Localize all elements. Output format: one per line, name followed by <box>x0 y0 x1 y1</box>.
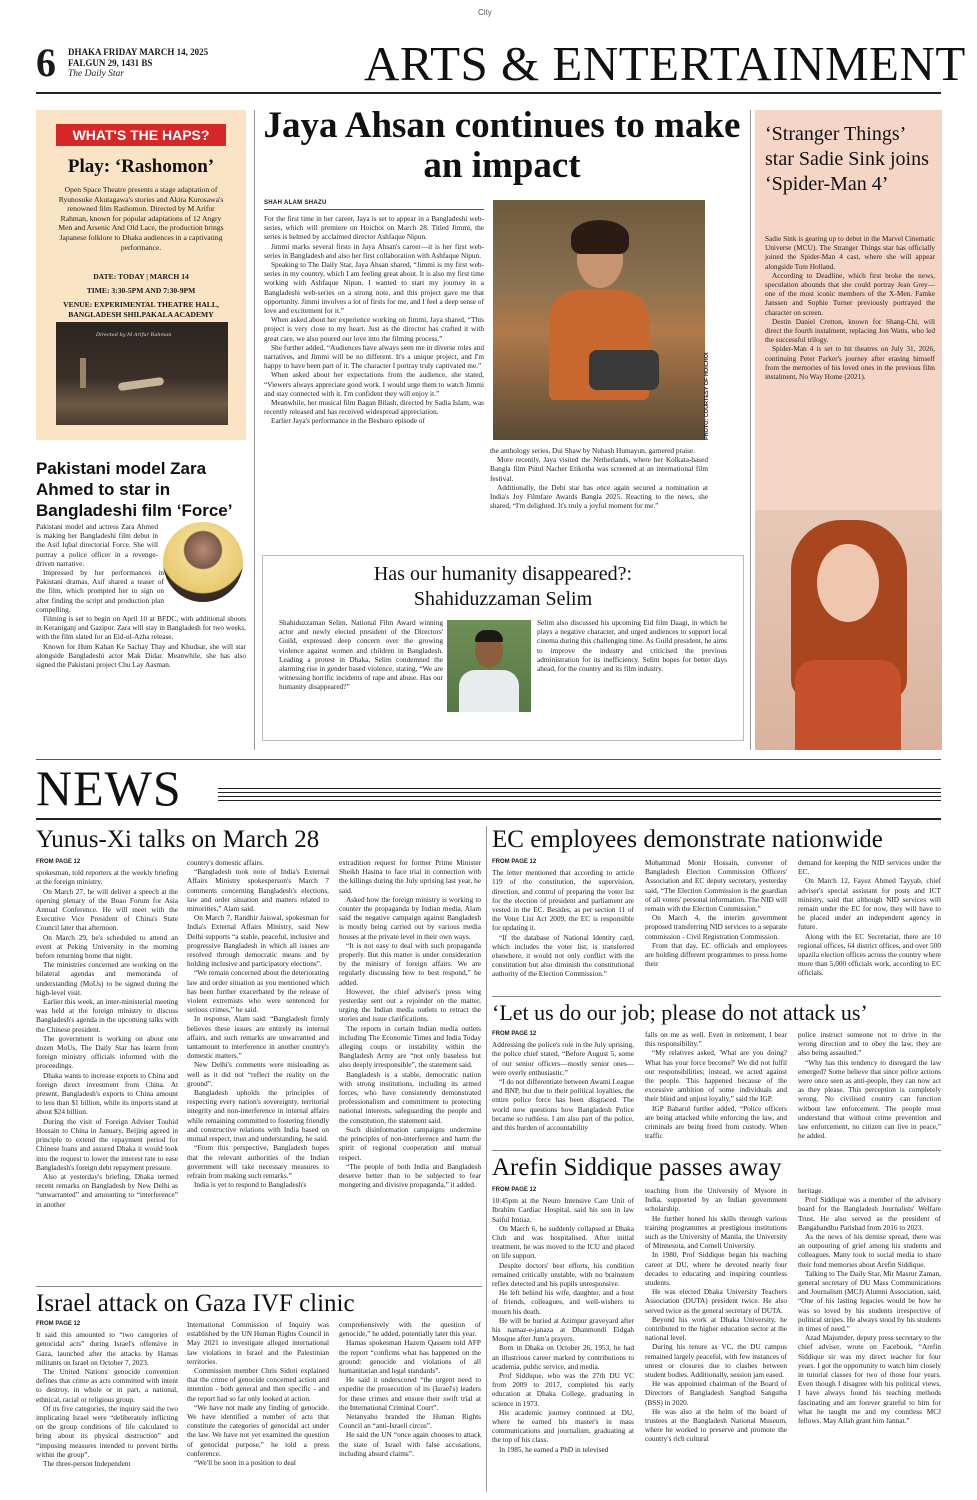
haps-time: TIME: 3:30-5PM AND 7:30-9PM <box>86 286 196 295</box>
yunus-c1 <box>36 868 178 1209</box>
paragraph: falls on me as well. Even in retirement, I bear this responsibility.” <box>645 1030 787 1049</box>
sadie-p3: Destin Daniel Cretton, known for Shang-Chi, will direct the fourth instalment, replacing Jon Watts, who led the successful trilogy. <box>765 316 935 345</box>
news-rule-2 <box>218 792 941 793</box>
paragraph: He was elected Dhaka University Teachers Association (DUTA) president twice. He also served twice as the general secretary of DUTA. <box>645 1287 787 1315</box>
yunus-headline: Yunus-Xi talks on March 28 <box>36 826 320 853</box>
paragraph: The three-person Independent <box>43 1459 131 1469</box>
poster-figure2 <box>80 358 86 388</box>
paragraph: The government is working on about one dozen MoUs, The Daily Star has learnt from foreign ministry officials informed with the proceedings. <box>36 1033 178 1071</box>
sadie-box <box>755 110 942 750</box>
ec-headline: EC employees demonstrate nationwide <box>492 826 883 853</box>
zara-p3: Filming is set to begin on April 10 at BFDC, with additional shoots in Keraniganj and Gazipur. Zara will stay in Bangladesh for two weeks, with the film slated for an Eid-ul-Azha release. <box>36 614 246 642</box>
gaza-col2 <box>187 1320 329 1467</box>
arefin-c3 <box>798 1186 941 1425</box>
arefin-c1 <box>492 1196 634 1454</box>
paragraph: “Why has this tendency to disregard the law emerged? Some believe that since police actions were once seen as anti-people, they can now act as they please. This perception is completely wrong. No civilised country can function without law enforcement. The people must understand that without crime prevention and law enforcement, no citizen can live in peace,” he added. <box>798 1057 941 1141</box>
arefin-col3 <box>798 1186 941 1425</box>
paragraph: Asked how the foreign ministry is working to counter the propaganda by Indian media, Alam said the negative campaign against Bangladesh is mostly being carried out by various media houses at the private level in their own ways. <box>339 894 481 941</box>
gaza-c3 <box>339 1320 481 1458</box>
paragraph: Bangladesh upholds the principles of respecting every nation's sovereignty, territorial integrity and non-interference in internal affairs while remaining committed to fostering friendly and constructive relations with India based on mutual respect, trust and understanding, he said. <box>187 1088 329 1144</box>
paragraph: teaching from the University of Mysore in India, supported by an Indian government scholarship. <box>645 1186 787 1214</box>
jaya-p4: When asked about her experience working on Jimmi, Jaya shared, “This project is very close to my heart. Just as the director has crafted it with great care, we also poured our love into the filming process.” <box>264 315 484 343</box>
paragraph: Addressing the police's role in the July uprising, the police chief stated, “Before August 5, some of our senior officers—mostly senior ones—were overly enthusiastic.” <box>492 1040 634 1077</box>
rule-right <box>750 110 751 750</box>
paragraph: “Bangladesh took note of India's External Affairs Ministry spokesperson's March 7 comments concerning Bangladesh's elections, law and order situation and matters related to minorities,” Alam said. <box>187 867 329 914</box>
haps-box <box>36 110 246 440</box>
paragraph: His academic journey continued at DU, where he earned his master's in mass communications and journalism, graduating at the top of his class. <box>492 1407 634 1445</box>
sadie-body <box>765 234 935 381</box>
date-line: DHAKA FRIDAY MARCH 14, 2025 <box>68 47 209 57</box>
ec-c2 <box>645 858 787 968</box>
jaya-col1 <box>264 214 484 426</box>
police-c3 <box>798 1030 941 1140</box>
jaya-byline: SHAH ALAM SHAZU <box>264 200 327 206</box>
paragraph: He left behind his wife, daughter, and a host of friends, colleagues, and well-wishers to mourn his death. <box>492 1288 634 1316</box>
arefin-col1 <box>492 1186 634 1454</box>
police-col3 <box>798 1030 941 1140</box>
falgun-line: FALGUN 29, 1431 BS <box>68 58 153 68</box>
police-col2 <box>645 1030 787 1140</box>
arefin-c2 <box>645 1186 787 1444</box>
selim-left: Shahiduzzaman Selim, National Film Award winning actor and newly elected president of the Directors' Guild, expressed deep concern over the growing violence against women and children in Bangladesh. Leading a protest in Dhaka, Selim condemned the alarming rise in gender based violence, stating, “We are witnessing horrific incidents of rape and abuse. Has our humanity disappeared?” <box>279 618 443 692</box>
paragraph: As the news of his demise spread, there was an outpouring of grief among his students and colleagues. Many took to social media to share their fond memories about Arefin Siddique. <box>798 1232 941 1269</box>
paragraph: Earlier this week, an inter-ministerial meeting was held at the foreign ministry to discuss Bangladesh's agenda in the upcoming talks with the Chinese president. <box>36 997 178 1034</box>
ec-col2 <box>645 858 787 968</box>
jaya-p5: She further added, “Audiences have always seen me in diverse roles and narratives, and Jimmi will be no different. It's a unique project, and I'm happy to have been part of it. The character I portray truly captivated me.” <box>264 342 484 371</box>
jaya-credit: PHOTO: COURTESY OF HOICHOI <box>704 352 710 440</box>
paragraph: Hamas spokesman Hazem Qassem told AFP the report “confirms what has happened on the ground: genocide and violations of all humanitarian and legal standards”. <box>339 1338 481 1376</box>
paragraph: On March 7, Randhir Jaiswal, spokesman for India's External Affairs Ministry, said New Delhi supports “a stable, peaceful, inclusive and progressive Bangladesh in which all issues are resolved through democratic means and by holding inclusive and participatory elections”. <box>187 913 329 969</box>
paragraph: From that day, EC officials and employees are holding different programmes to press home their <box>645 940 787 969</box>
paragraph: Of its five categories, the inquiry said the two implicating Israel were “deliberately inflicting on the group conditions of life calculated to bring about its physical destruction” and “imposing measures intended to prevent births within the group”. <box>36 1403 178 1459</box>
haps-body: Open Space Theatre presents a stage adaptation of Ryunosuke Akutagawa's stories and Akira Kurosawa's renowned film Rashomon. Directed by M Arifur Rahman, known for popular adaptations of 12 Angry Men and Arsenic And Old Lace, the production brings Japanese folklore to Dhaka audiences in a captivating performance. <box>58 185 224 252</box>
section-title: ARTS & ENTERTAINMENT <box>364 36 966 91</box>
news-col-rule <box>486 826 487 1492</box>
selim-headline-1: Has our humanity disappeared?: <box>373 563 633 585</box>
paragraph: On March 6, he suddenly collapsed at Dhaka Club and was hospitalised. After initial treatment, he was moved to the ICU and placed on life support. <box>492 1223 634 1261</box>
jaya-p1: For the first time in her career, Jaya is set to appear in a Bangladeshi web-series, which will premiere on Hoichoi on March 28. Titled Jimmi, the series is helmed by acclaimed director Ashfaque Nipun. <box>264 214 484 242</box>
paragraph: During the visit of Foreign Adviser Touhid Hossain to China in January, Beijing agreed in principle to extend the repayment period for Chinese loans and assured Dhaka it would look into the request to lower the interest rate to ease Bangladesh's foreign debt repayment pressure. <box>36 1116 178 1172</box>
byline-rule <box>264 209 484 210</box>
police-headline: ‘Let us do our job; please do not attack us’ <box>492 1000 868 1025</box>
paragraph: “We'll be soon in a position to deal <box>194 1458 296 1468</box>
paragraph: On March 29, he's scheduled to attend an event at Peking University in the morning before returning home that night. <box>36 932 178 961</box>
sadie-headline: ‘Stranger Things’ star Sadie Sink joins ‘Spider-Man 4’ <box>765 123 929 195</box>
gaza-rule <box>36 1286 482 1287</box>
jaya-p7: Meanwhile, her musical film Bagan Bilash, directed by Sadia Islam, was recently released and has received widespread appreciation. <box>264 398 484 417</box>
news-rule-4 <box>218 800 941 801</box>
paragraph: He said it underscored “the urgent need to expedite the prosecution of its (Israel's) leaders for these crimes and ensure their swift trial at the International Criminal Court”. <box>339 1375 481 1412</box>
paragraph: In 1985, he earned a PhD in televised <box>499 1444 609 1454</box>
paragraph: Dhaka wants to increase exports to China and foreign direct investment from China. At present, Bangladesh's exports to China amount to less than $1 billion, while its imports stand at about $24 billion. <box>36 1070 178 1117</box>
poster-caption: Directed by M Arifur Rahman <box>96 332 172 338</box>
header-rule <box>36 92 941 94</box>
sadie-photo <box>755 510 942 750</box>
ec-c3 <box>798 858 941 978</box>
paragraph: Commission member Chris Sidoti explained that the crime of genocide concerned action and intention - both general and then specific - and the report had so far only looked at action. <box>187 1366 329 1403</box>
sadie-p2: According to Deadline, which first broke the news, speculation abounds that she could portray Jean Grey—one of the most iconic members of the X-Men. Famke Janssen and Sophie Turner previously portrayed the character on screen. <box>765 270 935 317</box>
zara-headline: Pakistani model Zara Ahmed to star in Bangladeshi film ‘Force’ <box>36 459 233 520</box>
paragraph: International Commission of Inquiry was established by the UN Human Rights Council in May 2021 to investigate alleged international law violations in Israel and the Palestinian territories. <box>187 1320 329 1366</box>
from-page-label: FROM PAGE 12 <box>492 1187 537 1193</box>
paragraph: “If the database of National Identity card, which includes the voter list, is transferred elsewhere, it would not only conflict with the constitution but also diminish the constitutional authority of the Election Commission.” <box>492 932 634 979</box>
yunus-c2 <box>187 858 329 1189</box>
jaya-p2: Jimmi marks several firsts in Jaya Ahsan's career—it is her first web-series in Bangladesh and also her first collaboration with Ashfaque Nipun. <box>264 241 484 260</box>
selim-box <box>262 555 744 741</box>
arefin-rule <box>492 1150 941 1151</box>
news-label: NEWS <box>36 760 182 816</box>
yunus-c3 <box>339 858 481 1189</box>
yunus-col2 <box>187 858 329 1189</box>
paragraph: Along with the EC Secretariat, there are 10 regional offices, 64 district offices, and over 500 upazila election offices across the country where more than 5,000 officials work, according to EC officials. <box>798 931 941 978</box>
paragraph: The letter mentioned that according to article 119 of the constitution, the supervision, direction, and control of preparing the voter list for the election of president and parliament are vested in the EC. Besides, as per section 11 of the Voter List Act 2009, the EC is responsible for updating it. <box>492 868 634 933</box>
paragraph: New Delhi's comments were misleading as well as it did not “reflect the reality on the ground”. <box>187 1060 329 1088</box>
paragraph: During his tenure as VC, the DU campus remained largely peaceful, with few instances of unrest or closures due to clashes between student bodies. Additionally, session jam eased. <box>645 1342 787 1380</box>
paragraph: It said this amounted to “two categories of genocidal acts” during Israel's offensive in Gaza, launched after the attacks by Hamas militants on Israel on October 7, 2023. <box>36 1330 178 1367</box>
paragraph: Beyond his work at Dhaka University, he contributed to the higher education sector at the national level. <box>645 1314 787 1343</box>
gaza-c2 <box>187 1320 329 1467</box>
paragraph: comprehensively with the question of genocide,” he added, potentially later this year. <box>339 1320 481 1339</box>
paragraph: “The people of both India and Bangladesh deserve better than to be subjected to fear mongering and divisive propaganda,” it added. <box>339 1161 481 1190</box>
jaya-headline: Jaya Ahsan continues to make an impact <box>263 105 741 186</box>
paragraph: In 1980, Prof Siddique began his teaching career at DU, where he devoted nearly four decades to educating and inspiring countless students. <box>645 1250 787 1288</box>
paragraph: On March 4, the interim government proposed transferring NID services to a separate commission - Civil Registration Commission. <box>645 913 787 941</box>
news-rule-1 <box>218 788 941 789</box>
paragraph: Also at yesterday's briefing, Dhaka termed recent remarks on Bangladesh by New Delhi as “unwarranted” and amounting to “interference” in another <box>36 1171 178 1209</box>
paragraph: The reports in certain Indian media outlets including The Economic Times and India Today alleging coups or instability within the Bangladesh Army are “not only baseless but also deeply irresponsible”, the statement said. <box>339 1023 481 1070</box>
arefin-col2 <box>645 1186 787 1444</box>
jaya-p11: Additionally, the Debi star has once again secured a nomination at India's Joy Filmfare Awards Bangla 2025. Reacting to the news, she shared, “I'm delighted. It's truly a joyful moment for me.” <box>490 482 708 511</box>
paper-name: The Daily Star <box>68 69 124 79</box>
paragraph: On March 27, he will deliver a speech at the opening plenary of the Boao Forum for Asia Annual Conference. He will meet with the Executive Vice President of China's State Council later that afternoon. <box>36 886 178 933</box>
city-label: City <box>478 8 492 17</box>
ec-c1 <box>492 868 634 978</box>
news-rule-3 <box>218 796 941 797</box>
paragraph: demand for keeping the NID services under the EC. <box>798 858 941 877</box>
sadie-p1: Sadie Sink is gearing up to debut in the Marvel Cinematic Universe (MCU). The Stranger Things star has officially joined the Spider-Man 4 cast, where she will appear alongside Tom Holland. <box>765 234 935 271</box>
zara-body <box>36 522 246 669</box>
paragraph: The ministries concerned are working on the bilateral agendas and memoranda of understanding (MoUs) to be signed during the high-level visit. <box>36 960 178 997</box>
police-rule <box>492 996 941 997</box>
paragraph: Despite doctors' best efforts, his condition remained critically unstable, with no brainstem reflex detected and his pupils unresponsive. <box>492 1260 634 1289</box>
selim-right: Selim also discussed his upcoming Eid film Daagi, in which he plays a negative character, and urged audiences to support local cinema during this challenging time. As Guild president, he aims to improve the industry and criticised the previous administration for its inefficiency. Selim hopes for better days ahead, for the country and its film industry. <box>537 618 727 674</box>
zara-p2: Impressed by her performances in Pakistani dramas, Asif shared a teaser of the film, which prompted her to sign on after finding the script and production plan compelling. <box>36 568 164 614</box>
paragraph: Prof Siddique was a member of the advisory board for the Bangladesh Journalists' Welfare Trust. He also served as the president of Bangabandhu Parishad from 2016 to 2023. <box>798 1195 941 1232</box>
jaya-p9: the anthology series, Dui Shaw by Nuhash Humayun, garnered praise. <box>490 446 696 455</box>
zara-p4: Known for Hum Kahan Ke Sachay Thay and Khudsar, she will star alongside Bangladeshi actor Mak Didar. Meanwhile, she has also signed the Pakistani project Chu Lay Aasman. <box>36 641 246 670</box>
selim-shirt <box>459 670 519 712</box>
paragraph: “We have not made any finding of genocide. We have identified a number of acts that constitute the categories of genocidal act under the law. We have not yet examined the question of genocidal purpose,” he told a press conference. <box>187 1402 329 1458</box>
jaya-photo <box>493 200 705 440</box>
zara-p1: Pakistani model and actress Zara Ahmed is making her Bangladeshi film debut in the Asif Iqbal directorial Force. She will portray a police officer in a revenge-driven narrative. <box>36 522 158 568</box>
from-page-label: FROM PAGE 12 <box>36 1321 81 1327</box>
rashomon-poster <box>56 322 228 425</box>
police-c1 <box>492 1040 634 1132</box>
paragraph: IGP Baharul further added, “Police officers are being attacked while enforcing the law, and criminals are being freed from custody. When traffic <box>645 1103 787 1141</box>
paragraph: In response, Alam said: “Bangladesh firmly believes these issues are entirely its internal affairs, and such remarks are unwarranted and tantamount to interference in another country's domestic matters.” <box>187 1014 329 1061</box>
from-page-label: FROM PAGE 12 <box>492 1031 537 1037</box>
paragraph: “We remain concerned about the deteriorating law and order situation as you mentioned which has been further exacerbated by the release of violent extremists who were sentenced for serious crimes,” he said. <box>187 968 329 1015</box>
haps-title: Play: ‘Rashomon’ <box>67 156 215 177</box>
paragraph: He was appointed chairman of the Board of Directors of Bangladesh Sangbad Sangstha (BSS) in 2020. <box>645 1379 787 1407</box>
page-number: 6 <box>36 40 56 85</box>
paragraph: He further honed his skills through various training programmes at prestigious institutions such as the University of Manila, the University of Minnesota, and Cornell University. <box>645 1213 787 1251</box>
haps-badge: WHAT'S THE HAPS? <box>56 124 226 146</box>
paragraph: extradition request for former Prime Minister Sheikh Hasina to face trial in connection with the killings during the July uprising last year, he said. <box>339 858 481 895</box>
paragraph: Bangladesh is a stable, democratic nation with strong institutions, including its armed forces, who have consistently demonstrated professionalism and commitment to protecting national interests, safeguarding the people and the constitution, the statement said. <box>339 1069 481 1125</box>
yunus-col1 <box>36 858 178 1209</box>
sadie-p4: Spider-Man 4 is set to hit theatres on July 31, 2026, continuing Peter Parker's journey after erasing himself from the memories of his loved ones in the previous film instalment, No Way Home (2021). <box>765 344 935 382</box>
selim-photo <box>447 620 531 712</box>
yunus-col3 <box>339 858 481 1189</box>
gaza-c1 <box>36 1330 178 1468</box>
jaya-p8: Earlier Jaya's performance in the Beshuro episode of <box>271 416 425 426</box>
paragraph: India is yet to respond to Bangladesh's <box>194 1180 307 1190</box>
poster-figure <box>118 377 165 391</box>
gaza-col1 <box>36 1320 178 1468</box>
paragraph: However, the chief adviser's press wing yesterday sent out a rejoinder on the matter, urging the Indian media outlets to retract the stories and issue clarifications. <box>339 986 481 1024</box>
masthead-date <box>68 47 208 80</box>
paragraph: “From this perspective, Bangladesh hopes that the relevant authorities of the Indian government will take necessary measures to refrain from making such remarks.” <box>187 1143 329 1180</box>
gaza-headline: Israel attack on Gaza IVF clinic <box>36 1290 355 1317</box>
jaya-p3: Speaking to The Daily Star, Jaya Ahsan shared, “Jimmi is my first web-series in my country, which I am feeling great about. It is also my first time working with Ashfaque Nipun. I wanted to start my journey in a Bangladeshi web-series on a strong note, and this project gave me that opportunity. Jimmi involves a lot of firsts for me, and I feel a deep sense of love and excitement for it.” <box>264 260 484 316</box>
from-page-label: FROM PAGE 12 <box>492 859 537 865</box>
paragraph: “My relatives asked, 'What are you doing? What has your force become?' We did not fulfil our responsibilities; instead, we acted against the people. This happened because of the excessive ambition of some individuals and their blind and unjust loyalty,” said the IGP. <box>645 1048 787 1104</box>
paragraph: He was also at the helm of the board of trustees at the Bangladesh National Museum, where he worked to preserve and promote the country's rich cultural <box>645 1406 787 1444</box>
paragraph: Such disinformation campaigns undermine the principles of non-interference and harm the spirit of regional cooperation and mutual respect. <box>339 1124 481 1162</box>
arefin-headline: Arefin Siddique passes away <box>492 1154 782 1181</box>
haps-date: DATE: TODAY | MARCH 14 <box>93 272 189 281</box>
paragraph: “I do not differentiate between Awami League and BNP, but due to their political loyalties, the entire police force has been disgraced. The world now questions how Bangladesh Police became so ruthless. I am also part of the police, and this burden of accountability <box>492 1077 634 1133</box>
paragraph: The United Nations' genocide convention defines that crime as acts committed with intent to destroy, in whole or in part, a national, ethnical, racial or religious group. <box>36 1367 178 1404</box>
paragraph: Azad Majumder, deputy press secretary to the chief adviser, wrote on Facebook, “Arefin Siddique sir was my direct teacher for four years. I got the opportunity to watch him closely in tutorial classes for two of those four years. Even though I disagree with his political views, I have always found his teaching methods fascinating and am forever grateful to him for what he taught me and my countless MCJ fellows. May Allah grant him Jannat.” <box>798 1333 941 1426</box>
gaza-col3 <box>339 1320 481 1458</box>
ec-col1 <box>492 858 634 979</box>
paragraph: “It is not easy to deal with such propaganda properly. But this matter is under consideration by the ministry of foreign affairs. We are regularly discussing how to best respond,” he added. <box>339 940 481 987</box>
paragraph: police instruct someone not to drive in the wrong direction and to obey the law, they are also being assaulted.” <box>798 1030 941 1058</box>
paragraph: On March 12, Fayez Ahmed Tayyab, chief adviser's special assistant for posts and ICT ministry, said that although NID services will remain under the EC for now, they will have to be placed under an independent agency in future. <box>798 876 941 932</box>
paragraph: Born in Dhaka on October 26, 1953, he had an illustrious career marked by contributions to academia, public service, and media. <box>492 1343 634 1371</box>
jaya-p10: More recently, Jaya visited the Netherlands, where her Kolkata-based Bangla film Putul Nacher Etikotha was screened at an international film festival. <box>490 455 708 483</box>
paragraph: Prof Siddique, who was the 27th DU VC from 2009 to 2017, completed his early education at Dhaka College, graduating in science in 1973. <box>492 1371 634 1408</box>
paragraph: Talking to The Daily Star, Mir Masrur Zaman, general secretary of DU Mass Communications and Journalism (MCJ) Alumni Association, said, “One of his lasting legacies would be how he was so loved by his students irrespective of political stripes. He always stood by his students in times of need.” <box>798 1268 941 1334</box>
selim-hair <box>475 630 503 642</box>
paragraph: Mohammad Monir Hossain, convener of Bangladesh Election Commission Officers' Association and EC deputy secretary, yesterday said, “The Election Commission is the guardian of all voters' personal information. The NID will remain with the Election Commission.” <box>645 858 787 914</box>
haps-venue: VENUE: EXPERIMENTAL THEATRE HALL, BANGLADESH SHILPAKALA ACADEMY <box>63 300 219 319</box>
paragraph: country's domestic affairs. <box>187 858 264 867</box>
jaya-p6: When asked about her expectations from the audience, she stated, “Viewers always appreciate good work. I would urge them to watch Jimmi and stay connected with it. I'm confident they will enjoy it.” <box>264 370 484 398</box>
news-rule-bottom <box>36 818 941 820</box>
police-c2 <box>645 1030 787 1140</box>
from-page-label: FROM PAGE 12 <box>36 859 81 865</box>
jaya-hair <box>571 220 629 254</box>
sadie-face <box>817 544 879 622</box>
paragraph: Netanyahu branded the Human Rights Council an “anti-Israeli circus”. <box>339 1412 481 1431</box>
selim-headline-2: Shahiduzzaman Selim <box>413 588 593 610</box>
sadie-top <box>795 660 901 750</box>
jaya-bag <box>589 350 659 390</box>
police-col1 <box>492 1030 634 1132</box>
paragraph: He will be buried at Azimpur graveyard after his namaz-e-janaza at Dhanmondi Eidgah Mosque after Jum'a prayers. <box>492 1315 634 1344</box>
paragraph: 10:45pm at the Neuro Intensive Care Unit of Ibrahim Cardiac Hospital, said his son in law Saiful Imtiaz. <box>492 1196 634 1224</box>
rule-left <box>254 110 255 750</box>
jaya-col2 <box>490 446 708 510</box>
paragraph: He said the UN “once again chooses to attack the state of Israel with false accusations, including absurd claims”. <box>339 1430 481 1458</box>
paragraph: heritage. <box>798 1186 824 1195</box>
ec-col3 <box>798 858 941 978</box>
paragraph: spokesman, told reporters at the weekly briefing at the foreign ministry. <box>36 868 178 887</box>
